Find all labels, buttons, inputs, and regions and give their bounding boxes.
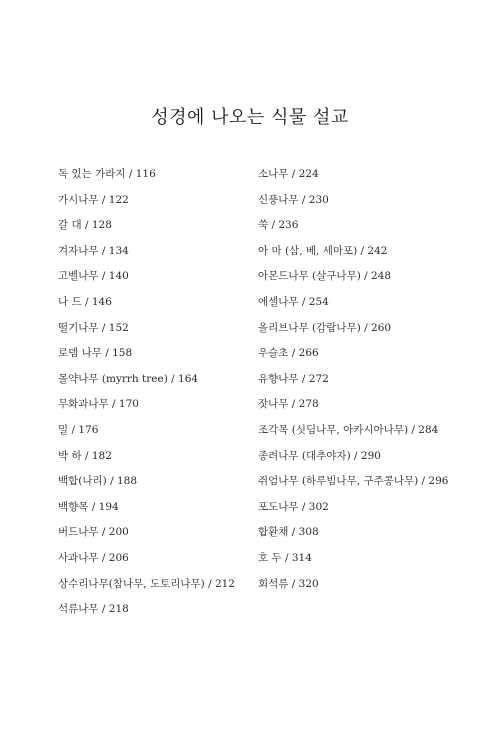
- toc-left-column: [58, 165, 235, 626]
- toc-entry: 신풍나무 / 230: [258, 193, 329, 206]
- toc-entry: 몰약나무 (myrrh tree) / 164: [58, 372, 199, 385]
- toc-entry: 합환채 / 308: [258, 526, 319, 539]
- toc-entry: 소나무 / 224: [258, 168, 319, 180]
- toc-entry: 종려나무 (대추야자) / 290: [258, 449, 381, 462]
- toc-entry: 가시나무 / 122: [58, 193, 129, 206]
- toc-entry: 로뎀 나무 / 158: [58, 347, 133, 360]
- toc-entry: 석류나무 / 218: [58, 603, 129, 616]
- toc-entry: 포도나무 / 302: [258, 500, 329, 513]
- toc-entry: 아몬드나무 (살구나무) / 248: [258, 270, 392, 283]
- toc-right-column: [258, 165, 448, 600]
- toc-entry: 유향나무 / 272: [258, 372, 329, 385]
- toc-entry: 회석류 / 320: [258, 577, 319, 590]
- toc-entry: 쥐엄나무 (하루빔나무, 구주콩나무) / 296: [258, 475, 449, 488]
- toc-entry: 잣나무 / 278: [258, 398, 319, 411]
- toc-entry: 조각목 (싯딤나무, 아카시아나무) / 284: [258, 423, 439, 436]
- toc-entry: 백합(나리) / 188: [58, 475, 138, 488]
- toc-entry: 겨자나무 / 134: [58, 244, 129, 257]
- toc-entry: 갈 대 / 128: [58, 219, 112, 232]
- toc-entry: 백향목 / 194: [58, 500, 119, 513]
- toc-entry: 버드나무 / 200: [58, 526, 129, 539]
- toc-entry: 나 드 / 146: [58, 295, 112, 308]
- toc-entry: 독 있는 가라지 / 116: [58, 168, 156, 180]
- toc-entry: 무화과나무 / 170: [58, 398, 139, 411]
- page-title: 성경에 나오는 식물 설교: [151, 107, 349, 128]
- toc-entry: 고벨나무 / 140: [58, 270, 129, 283]
- toc-entry: 호 두 / 314: [258, 551, 312, 564]
- toc-entry: 밀 / 176: [58, 423, 99, 436]
- toc-entry: 올리브나무 (감람나무) / 260: [258, 321, 392, 334]
- toc-entry: 사과나무 / 206: [58, 551, 129, 564]
- toc-entry: 우슬초 / 266: [258, 347, 319, 360]
- toc-entry: 아 마 (삼, 베, 세마포) / 242: [258, 244, 388, 257]
- toc-entry: 에셀나무 / 254: [258, 295, 329, 308]
- toc-entry: 쑥 / 236: [258, 219, 299, 232]
- toc-entry: 상수리나무(참나무, 도토리나무) / 212: [58, 577, 235, 590]
- toc-entry: 박 하 / 182: [58, 449, 112, 462]
- toc-entry: 떨기나무 / 152: [58, 321, 129, 334]
